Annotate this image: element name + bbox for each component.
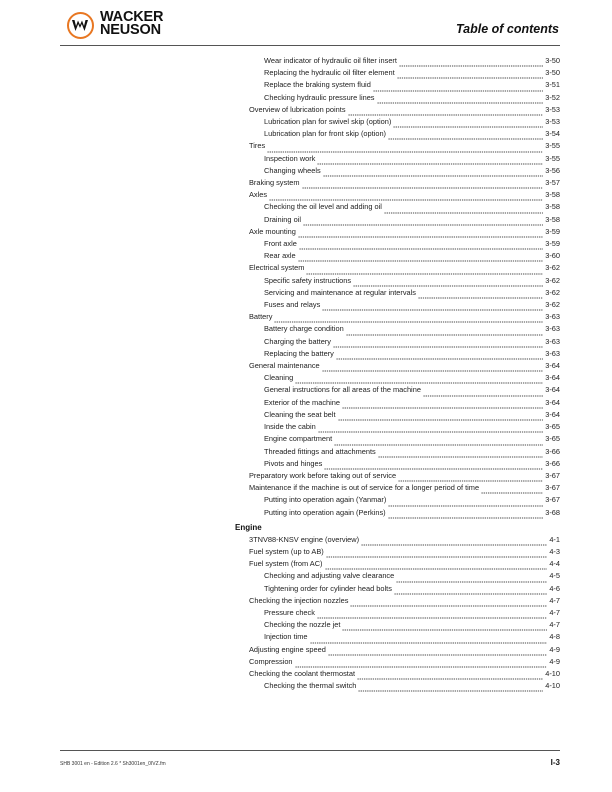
header-rule [60, 45, 560, 46]
toc-leader-dots [481, 486, 543, 494]
toc-entry-page: 3-58 [545, 202, 560, 212]
toc-entry-title: Preparatory work before taking out of service [249, 470, 397, 480]
toc-entry-page: 3-64 [545, 397, 560, 407]
toc-entry[interactable] [264, 275, 560, 287]
logo-line-2: NEUSON [100, 22, 161, 38]
toc-entry-title: Replacing the battery [264, 348, 334, 358]
toc-entry[interactable] [249, 140, 560, 152]
toc-entry-page: 4-7 [549, 595, 560, 605]
toc-entry[interactable] [249, 262, 560, 274]
toc-entry-page: 3-63 [545, 336, 560, 346]
toc-leader-dots [398, 474, 543, 482]
toc-entry[interactable] [264, 323, 560, 335]
toc-entry[interactable] [264, 570, 560, 582]
toc-entry-title: Electrical system [249, 263, 305, 273]
toc-entry[interactable] [264, 67, 560, 79]
toc-leader-dots [348, 108, 544, 116]
toc-entry[interactable] [264, 458, 560, 470]
toc-entry[interactable] [264, 494, 560, 506]
toc-entry-title: Fuses and relays [264, 300, 321, 310]
toc-leader-dots [388, 511, 544, 519]
toc-entry-title: Pressure check [264, 607, 315, 617]
toc-entry-page: 4-10 [545, 681, 560, 691]
toc-leader-dots [303, 218, 543, 226]
toc-leader-dots [394, 587, 547, 595]
toc-leader-dots [393, 120, 543, 128]
toc-entry-page: 3-55 [545, 141, 560, 151]
toc-entry-page: 3-63 [545, 348, 560, 358]
toc-continued-list [0, 55, 612, 519]
toc-leader-dots [274, 315, 543, 323]
toc-entry-title: Braking system [249, 178, 300, 188]
toc-leader-dots [267, 145, 543, 153]
toc-leader-dots [322, 364, 544, 372]
toc-leader-dots [358, 684, 543, 692]
toc-entry-page: 3-68 [545, 507, 560, 517]
toc-entry-title: Tires [249, 141, 266, 151]
chapter-heading-engine: Engine [235, 522, 262, 532]
toc-entry-page: 3-58 [545, 214, 560, 224]
toc-leader-dots [325, 562, 548, 570]
toc-entry-title: Pivots and hinges [264, 458, 323, 468]
toc-entry-title: Fuel system (up to AB) [249, 546, 324, 556]
toc-entry-page: 3-64 [545, 409, 560, 419]
toc-entry-page: 3-62 [545, 263, 560, 273]
toc-leader-dots [295, 376, 543, 384]
toc-entry[interactable] [264, 250, 560, 262]
toc-entry-title: Lubrication plan for swivel skip (option) [264, 117, 392, 127]
toc-entry-page: 3-64 [545, 361, 560, 371]
toc-entry-title: Checking the oil level and adding oil [264, 202, 382, 212]
toc-entry-title: Servicing and maintenance at regular intervals [264, 287, 417, 297]
toc-leader-dots [388, 499, 543, 507]
toc-entry[interactable] [264, 607, 560, 619]
footer-page-number: I-3 [550, 758, 560, 767]
toc-entry-page: 3-66 [545, 446, 560, 456]
toc-entry[interactable] [264, 287, 560, 299]
toc-entry-title: Putting into operation again (Perkins) [264, 507, 386, 517]
toc-entry-page: 3-63 [545, 324, 560, 334]
toc-leader-dots [269, 193, 543, 201]
toc-entry-page: 3-65 [545, 434, 560, 444]
toc-leader-dots [357, 672, 543, 680]
toc-leader-dots [361, 538, 547, 546]
toc-entry-page: 4-6 [549, 583, 560, 593]
toc-entry-page: 3-63 [545, 312, 560, 322]
toc-entry-title: Tightening order for cylinder head bolts [264, 583, 392, 593]
toc-leader-dots [338, 413, 544, 421]
toc-entry-title: Wear indicator of hydraulic oil filter insert [264, 56, 397, 65]
toc-leader-dots [333, 340, 543, 348]
toc-entry[interactable] [249, 226, 560, 238]
toc-entry-page: 4-5 [549, 571, 560, 581]
toc-leader-dots [299, 242, 543, 250]
footer-rule [60, 750, 560, 751]
toc-entry[interactable] [249, 360, 560, 372]
wacker-neuson-logo-icon [67, 12, 94, 39]
toc-leader-dots [328, 648, 547, 656]
toc-entry-title: Overview of lubrication points [249, 104, 346, 114]
toc-entry-page: 3-51 [545, 80, 560, 90]
toc-entry-page: 3-60 [545, 251, 560, 261]
toc-entry-page: 3-62 [545, 300, 560, 310]
toc-entry[interactable] [249, 104, 560, 116]
toc-entry-title: Inside the cabin [264, 422, 316, 432]
toc-entry-title: Lubrication plan for front skip (option) [264, 129, 387, 139]
toc-entry-title: Injection time [264, 632, 308, 642]
toc-entry-title: Threaded fittings and attachments [264, 446, 376, 456]
toc-entry[interactable] [264, 201, 560, 213]
toc-entry-page: 3-64 [545, 373, 560, 383]
toc-entry[interactable] [264, 128, 560, 140]
toc-entry-title: Rear axle [264, 251, 296, 261]
toc-entry[interactable] [264, 384, 560, 396]
toc-entry-title: Cleaning the seat belt [264, 409, 336, 419]
toc-entry-page: 4-7 [549, 607, 560, 617]
toc-entry-page: 4-9 [549, 656, 560, 666]
toc-entry-page: 3-59 [545, 226, 560, 236]
toc-entry-page: 3-64 [545, 385, 560, 395]
toc-entry-page: 4-10 [545, 668, 560, 678]
toc-entry-title: Fuel system (from AC) [249, 559, 323, 569]
toc-entry-title: Draining oil [264, 214, 301, 224]
toc-entry-page: 3-67 [545, 470, 560, 480]
toc-entry-title: Exterior of the machine [264, 397, 340, 407]
toc-entry[interactable] [249, 177, 560, 189]
toc-leader-dots [397, 71, 544, 79]
toc-entry-page: 3-50 [545, 56, 560, 65]
toc-entry-title: Replace the braking system fluid [264, 80, 371, 90]
toc-entry-page: 3-50 [545, 68, 560, 78]
toc-entry[interactable] [249, 189, 560, 201]
toc-entry[interactable] [264, 507, 560, 519]
toc-entry[interactable] [249, 546, 560, 558]
toc-entry-title: Compression [249, 656, 293, 666]
toc-entry[interactable] [264, 116, 560, 128]
toc-entry[interactable] [249, 311, 560, 323]
toc-entry-page: 3-56 [545, 165, 560, 175]
toc-entry[interactable] [264, 680, 560, 692]
toc-leader-dots [310, 636, 548, 644]
toc-leader-dots [378, 450, 543, 458]
toc-entry-page: 3-62 [545, 287, 560, 297]
toc-leader-dots [342, 623, 547, 631]
toc-entry-page: 4-7 [549, 620, 560, 630]
logo-line-1: WACKER [100, 9, 164, 25]
toc-leader-dots [346, 328, 544, 336]
toc-entry[interactable] [264, 238, 560, 250]
table-of-contents [0, 55, 612, 692]
toc-leader-dots [298, 230, 543, 238]
toc-entry-title: Replacing the hydraulic oil filter element [264, 68, 395, 78]
toc-entry-title: Checking the nozzle jet [264, 620, 341, 630]
toc-entry[interactable] [249, 482, 560, 494]
toc-leader-dots [384, 206, 543, 214]
toc-entry[interactable] [264, 92, 560, 104]
toc-entry[interactable] [264, 446, 560, 458]
toc-entry-title: Checking the thermal switch [264, 681, 357, 691]
toc-entry-title: General instructions for all areas of the machine [264, 385, 421, 395]
toc-leader-dots [418, 291, 543, 299]
toc-leader-dots [322, 303, 543, 311]
toc-entry-title: Battery charge condition [264, 324, 344, 334]
toc-entry-page: 3-52 [545, 92, 560, 102]
toc-leader-dots [399, 59, 543, 67]
toc-entry-title: Changing wheels [264, 165, 321, 175]
toc-entry-title: Specific safety instructions [264, 275, 352, 285]
toc-leader-dots [388, 132, 543, 140]
toc-leader-dots [318, 425, 543, 433]
toc-entry[interactable] [249, 644, 560, 656]
toc-leader-dots [334, 438, 543, 446]
toc-leader-dots [423, 389, 543, 397]
toc-entry[interactable] [264, 421, 560, 433]
toc-leader-dots [295, 660, 548, 668]
toc-entry-title: Adjusting engine speed [249, 644, 326, 654]
toc-leader-dots [396, 575, 547, 583]
toc-entry-page: 3-53 [545, 104, 560, 114]
toc-leader-dots [323, 169, 544, 177]
toc-entry[interactable] [264, 397, 560, 409]
toc-entry-page: 3-67 [545, 495, 560, 505]
toc-entry-title: General maintenance [249, 361, 320, 371]
toc-entry-page: 4-9 [549, 644, 560, 654]
toc-entry-page: 4-1 [549, 534, 560, 544]
toc-entry[interactable] [249, 470, 560, 482]
toc-entry-title: Charging the battery [264, 336, 331, 346]
toc-entry[interactable] [249, 668, 560, 680]
toc-entry-title: Putting into operation again (Yanmar) [264, 495, 387, 505]
toc-entry-page: 3-59 [545, 239, 560, 249]
toc-entry-page: 3-66 [545, 458, 560, 468]
toc-entry-title: Checking the coolant thermostat [249, 668, 355, 678]
toc-entry-page: 3-55 [545, 153, 560, 163]
toc-entry[interactable] [249, 534, 560, 546]
toc-entry-page: 3-54 [545, 129, 560, 139]
toc-entry-page: 3-62 [545, 275, 560, 285]
toc-leader-dots [317, 611, 547, 619]
toc-entry[interactable] [264, 348, 560, 360]
toc-leader-dots [342, 401, 543, 409]
toc-entry-page: 3-57 [545, 178, 560, 188]
toc-entry-page: 3-53 [545, 117, 560, 127]
toc-entry-page: 4-8 [549, 632, 560, 642]
toc-entry[interactable] [264, 55, 560, 67]
footer-doc-id: SHB 3001 en - Edition 2.6 * Sh3001en_0IVZ.fm [60, 761, 166, 767]
toc-entry-title: Maintenance if the machine is out of service for a longer period of time [249, 483, 480, 493]
toc-entry[interactable] [249, 558, 560, 570]
toc-leader-dots [302, 181, 544, 189]
toc-engine-list [0, 534, 612, 693]
toc-entry[interactable] [249, 656, 560, 668]
toc-entry[interactable] [264, 79, 560, 91]
toc-entry-page: 4-4 [549, 559, 560, 569]
toc-entry-page: 3-67 [545, 483, 560, 493]
toc-entry[interactable] [264, 433, 560, 445]
toc-entry-title: Axle mounting [249, 226, 296, 236]
toc-entry-page: 4-3 [549, 546, 560, 556]
section-title: Table of contents [455, 22, 559, 36]
toc-entry[interactable] [264, 153, 560, 165]
toc-entry[interactable] [264, 583, 560, 595]
toc-entry-title: Checking and adjusting valve clearance [264, 571, 395, 581]
logo-wordmark [100, 11, 163, 37]
toc-leader-dots [298, 254, 544, 262]
toc-leader-dots [324, 462, 543, 470]
toc-leader-dots [336, 352, 543, 360]
page-header [0, 0, 612, 50]
toc-entry[interactable] [264, 631, 560, 643]
toc-entry-title: Checking the injection nozzles [249, 595, 349, 605]
toc-entry[interactable] [264, 336, 560, 348]
toc-entry-page: 3-58 [545, 190, 560, 200]
toc-leader-dots [350, 599, 547, 607]
toc-entry-title: Engine compartment [264, 434, 333, 444]
toc-entry[interactable] [264, 214, 560, 226]
toc-entry-title: Checking hydraulic pressure lines [264, 92, 375, 102]
toc-entry-title: Inspection work [264, 153, 316, 163]
toc-entry-title: Battery [249, 312, 273, 322]
toc-leader-dots [353, 279, 543, 287]
toc-entry-title: 3TNV88-KNSV engine (overview) [249, 534, 360, 544]
toc-leader-dots [306, 267, 543, 275]
toc-leader-dots [373, 84, 543, 92]
toc-entry-title: Cleaning [264, 373, 294, 383]
toc-leader-dots [377, 96, 544, 104]
toc-entry-title: Front axle [264, 239, 297, 249]
toc-entry[interactable] [249, 595, 560, 607]
toc-leader-dots [317, 157, 543, 165]
toc-entry[interactable] [264, 409, 560, 421]
toc-entry-page: 3-65 [545, 422, 560, 432]
toc-entry-title: Axles [249, 190, 268, 200]
toc-leader-dots [326, 550, 548, 558]
toc-entry[interactable] [264, 372, 560, 384]
toc-entry[interactable] [264, 165, 560, 177]
toc-entry[interactable] [264, 299, 560, 311]
toc-entry[interactable] [264, 619, 560, 631]
